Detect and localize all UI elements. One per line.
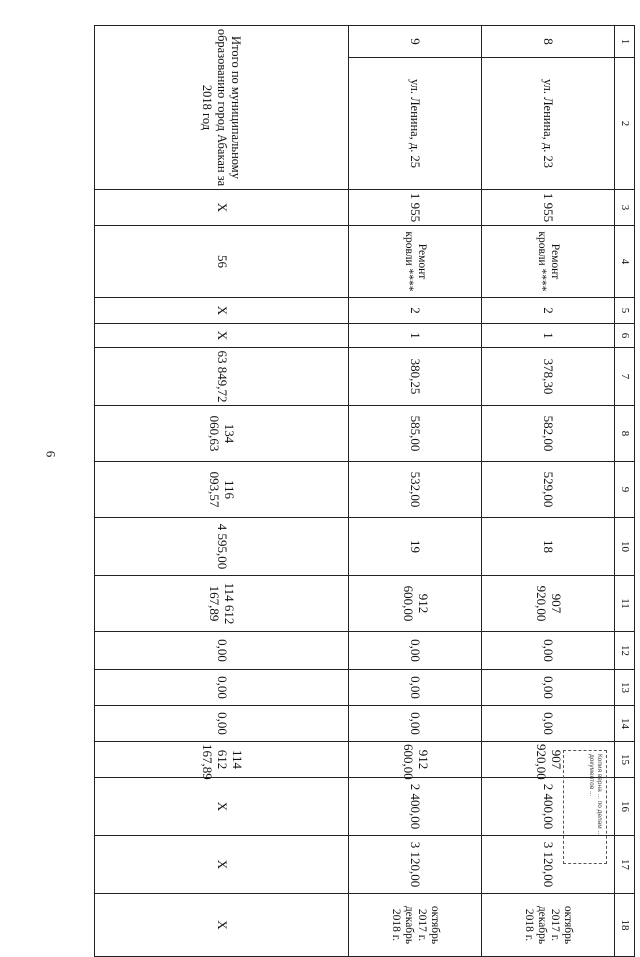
col-num-5: 5 bbox=[615, 298, 635, 324]
cell: 907 920,00 bbox=[482, 576, 615, 632]
cell: 532,00 bbox=[349, 462, 482, 518]
col-num-18: 18 bbox=[615, 894, 635, 957]
cell: ул. Ленина, д. 23 bbox=[482, 58, 615, 190]
cell: 3 120,00 bbox=[482, 836, 615, 894]
cell: ул. Ленина, д. 25 bbox=[349, 58, 482, 190]
rotated-table-container bbox=[95, 25, 635, 945]
page-number: 6 bbox=[43, 450, 59, 458]
cell: X bbox=[95, 836, 349, 894]
cell: 0,00 bbox=[482, 670, 615, 706]
cell: 2 400,00 bbox=[349, 778, 482, 836]
data-table bbox=[94, 25, 635, 957]
cell: 134 060,63 bbox=[95, 406, 349, 462]
cell: 0,00 bbox=[95, 670, 349, 706]
cell: X bbox=[95, 778, 349, 836]
cell: 1 955 bbox=[349, 190, 482, 226]
cell: 529,00 bbox=[482, 462, 615, 518]
cell: 907 920,00 bbox=[482, 742, 615, 778]
cell: 4 595,00 bbox=[95, 518, 349, 576]
cell: 9 bbox=[349, 26, 482, 58]
total-row bbox=[95, 26, 349, 957]
cell: 0,00 bbox=[95, 632, 349, 670]
col-num-15: 15 bbox=[615, 742, 635, 778]
cell: 585,00 bbox=[349, 406, 482, 462]
cell: 2 400,00 bbox=[482, 778, 615, 836]
col-num-9: 9 bbox=[615, 462, 635, 518]
col-num-3: 3 bbox=[615, 190, 635, 226]
cell: октябрь 2017 г. декабрь 2018 г. bbox=[482, 894, 615, 957]
cell: Ремонт кровли **** bbox=[482, 226, 615, 298]
cell: 2 bbox=[482, 298, 615, 324]
col-num-11: 11 bbox=[615, 576, 635, 632]
cell: 0,00 bbox=[482, 706, 615, 742]
cell: 56 bbox=[95, 226, 349, 298]
cell: 3 120,00 bbox=[349, 836, 482, 894]
col-num-13: 13 bbox=[615, 670, 635, 706]
cell: октябрь 2017 г. декабрь 2018 г. bbox=[349, 894, 482, 957]
cell: 582,00 bbox=[482, 406, 615, 462]
cell: 2 bbox=[349, 298, 482, 324]
cell: 0,00 bbox=[349, 632, 482, 670]
cell: X bbox=[95, 894, 349, 957]
cell: 912 600,00 bbox=[349, 742, 482, 778]
cell: 0,00 bbox=[482, 632, 615, 670]
col-num-1: 1 bbox=[615, 26, 635, 58]
cell: Ремонт кровли **** bbox=[349, 226, 482, 298]
total-label: Итого по муниципальному образованию город Абакан за 2018 год bbox=[95, 26, 349, 190]
cell: X bbox=[95, 190, 349, 226]
cell: 19 bbox=[349, 518, 482, 576]
cell: 0,00 bbox=[349, 670, 482, 706]
cell: 1 955 bbox=[482, 190, 615, 226]
col-num-16: 16 bbox=[615, 778, 635, 836]
cell: 18 bbox=[482, 518, 615, 576]
col-num-14: 14 bbox=[615, 706, 635, 742]
cell: 378,30 bbox=[482, 348, 615, 406]
cell: 0,00 bbox=[349, 706, 482, 742]
cell: 912 600,00 bbox=[349, 576, 482, 632]
col-num-7: 7 bbox=[615, 348, 635, 406]
cell: 114 612 167,89 bbox=[95, 576, 349, 632]
cell: 8 bbox=[482, 26, 615, 58]
col-num-12: 12 bbox=[615, 632, 635, 670]
col-num-17: 17 bbox=[615, 836, 635, 894]
cell: 114 612 167,89 bbox=[95, 742, 349, 778]
col-num-10: 10 bbox=[615, 518, 635, 576]
col-num-4: 4 bbox=[615, 226, 635, 298]
cell: 380,25 bbox=[349, 348, 482, 406]
cell: 63 849,72 bbox=[95, 348, 349, 406]
table-row bbox=[349, 26, 482, 957]
stamp-text: Копия верна ... по делам ... документов ... bbox=[588, 754, 603, 836]
cell: X bbox=[95, 324, 349, 348]
certification-stamp bbox=[563, 750, 607, 864]
cell: X bbox=[95, 298, 349, 324]
cell: 1 bbox=[482, 324, 615, 348]
cell: 116 093,57 bbox=[95, 462, 349, 518]
col-num-8: 8 bbox=[615, 406, 635, 462]
col-num-6: 6 bbox=[615, 324, 635, 348]
cell: 0,00 bbox=[95, 706, 349, 742]
header-row bbox=[615, 26, 635, 957]
col-num-2: 2 bbox=[615, 58, 635, 190]
cell: 1 bbox=[349, 324, 482, 348]
